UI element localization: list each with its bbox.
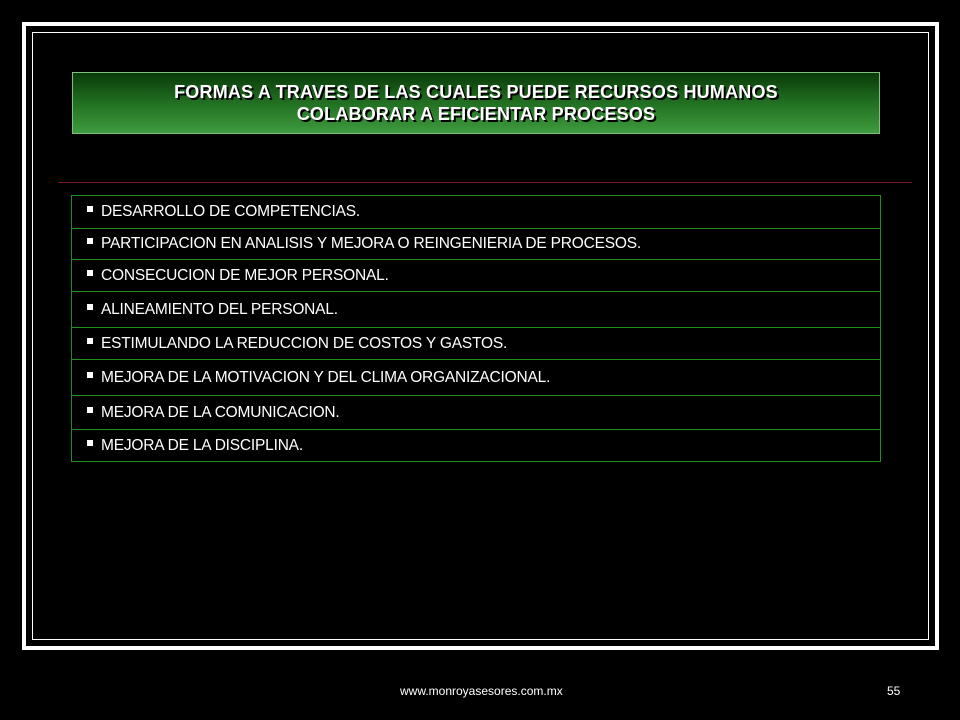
square-bullet-icon <box>87 372 93 378</box>
list-item <box>72 196 880 228</box>
slide-title-box <box>72 72 880 134</box>
square-bullet-icon <box>87 440 93 446</box>
items-table <box>71 195 881 462</box>
divider-rule <box>58 182 912 183</box>
list-item <box>72 327 880 359</box>
square-bullet-icon <box>87 338 93 344</box>
list-item <box>72 359 880 395</box>
list-item <box>72 395 880 429</box>
list-item <box>72 228 880 259</box>
slide-number: 55 <box>887 684 901 698</box>
square-bullet-icon <box>87 206 93 212</box>
list-item-label: DESARROLLO DE COMPETENCIAS. <box>101 203 361 220</box>
slide-title-line-2: COLABORAR A EFICIENTAR PROCESOS <box>296 104 656 124</box>
list-item <box>72 259 880 291</box>
square-bullet-icon <box>87 238 93 244</box>
list-item-label: MEJORA DE LA DISCIPLINA. <box>101 436 303 454</box>
list-item <box>72 291 880 327</box>
list-item-label: MEJORA DE LA MOTIVACION Y DEL CLIMA ORGANIZACIONAL. <box>101 368 551 386</box>
square-bullet-icon <box>87 407 93 413</box>
slide-title-line-1: FORMAS A TRAVES DE LAS CUALES PUEDE RECURSOS HUMANOS <box>174 82 778 102</box>
list-item-label: ESTIMULANDO LA REDUCCION DE COSTOS Y GASTOS. <box>101 334 508 352</box>
square-bullet-icon <box>87 270 93 276</box>
list-item-label: PARTICIPACION EN ANALISIS Y MEJORA O REINGENIERIA DE PROCESOS. <box>101 235 642 252</box>
list-item-label: CONSECUCION DE MEJOR PERSONAL. <box>101 266 389 284</box>
list-item <box>72 429 880 461</box>
list-item-label: MEJORA DE LA COMUNICACION. <box>101 403 340 421</box>
list-item-label: ALINEAMIENTO DEL PERSONAL. <box>101 300 338 318</box>
square-bullet-icon <box>87 304 93 310</box>
footer-url: www.monroyasesores.com.mx <box>400 684 563 698</box>
